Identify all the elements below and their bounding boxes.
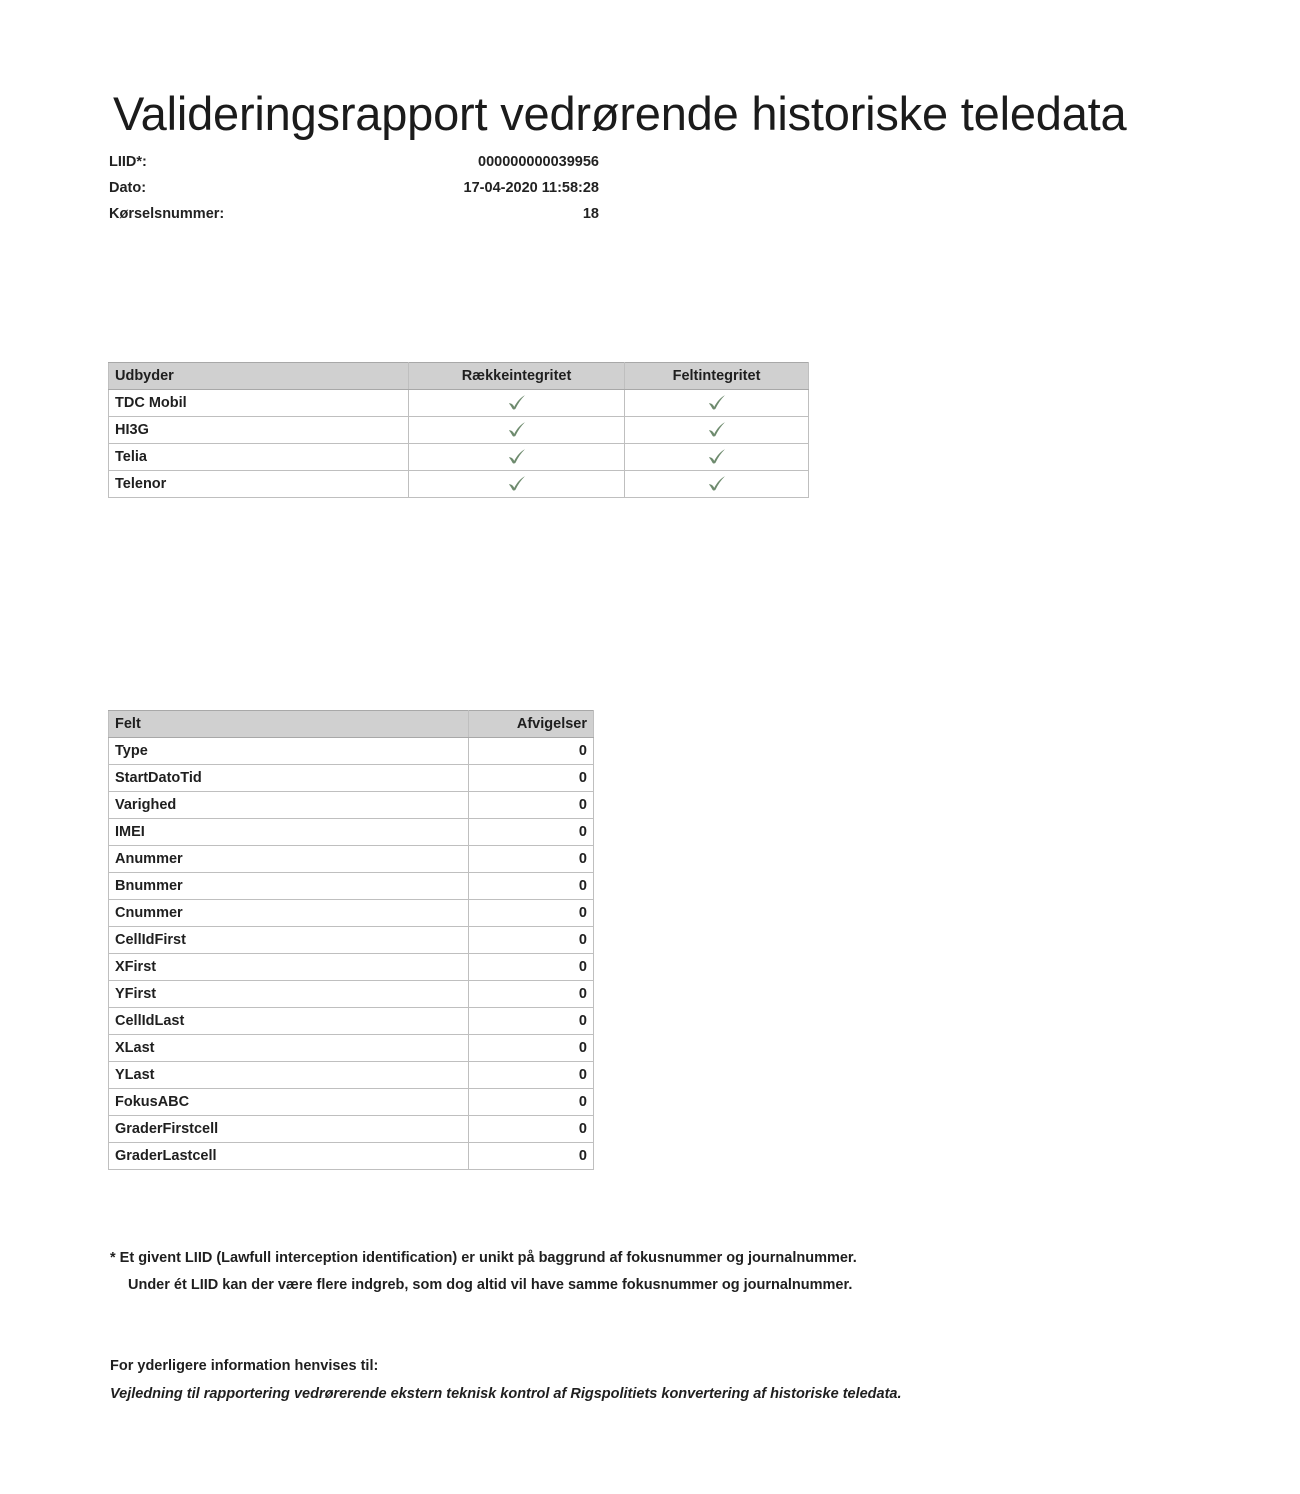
reference-block	[110, 1352, 1160, 1408]
row-integrity-cell	[409, 471, 625, 498]
field-name-cell: Type	[109, 738, 469, 765]
provider-name-cell: Telia	[109, 444, 409, 471]
row-integrity-cell	[409, 417, 625, 444]
metadata-value-koerselsnummer: 18	[582, 206, 599, 222]
table-row	[109, 927, 594, 954]
deviations-count-cell: 0	[469, 1089, 594, 1116]
check-mark-icon	[506, 446, 528, 468]
providers-table-body	[109, 390, 809, 498]
table-row	[109, 873, 594, 900]
table-row	[109, 390, 809, 417]
field-integrity-cell	[625, 471, 809, 498]
check-mark-icon	[706, 473, 728, 495]
provider-name-cell: TDC Mobil	[109, 390, 409, 417]
deviations-count-cell: 0	[469, 738, 594, 765]
table-row	[109, 954, 594, 981]
field-name-cell: FokusABC	[109, 1089, 469, 1116]
column-header-feltintegritet: Feltintegritet	[625, 363, 809, 390]
field-name-cell: Varighed	[109, 792, 469, 819]
field-name-cell: XLast	[109, 1035, 469, 1062]
providers-table-header-row	[109, 363, 809, 390]
column-header-udbyder: Udbyder	[109, 363, 409, 390]
table-row	[109, 765, 594, 792]
metadata-label-koerselsnummer: Kørselsnummer:	[109, 206, 225, 222]
row-integrity-cell	[409, 444, 625, 471]
column-header-felt: Felt	[109, 711, 469, 738]
table-row	[109, 444, 809, 471]
table-row	[109, 819, 594, 846]
table-row	[109, 417, 809, 444]
fields-table	[108, 710, 594, 1170]
check-mark-icon	[506, 473, 528, 495]
table-row	[109, 1143, 594, 1170]
reference-document-title: Vejledning til rapportering vedrørerende ekstern teknisk kontrol af Rigspolitiets konvertering af historiske teledata.	[110, 1386, 902, 1402]
row-integrity-cell	[409, 390, 625, 417]
column-header-afvigelser: Afvigelser	[469, 711, 594, 738]
deviations-count-cell: 0	[469, 792, 594, 819]
page-title: Valideringsrapport vedrørende historiske teledata	[113, 87, 1127, 141]
check-mark-icon	[706, 419, 728, 441]
report-metadata	[109, 149, 599, 227]
provider-name-cell: HI3G	[109, 417, 409, 444]
metadata-row-liid	[109, 149, 599, 175]
table-row	[109, 1116, 594, 1143]
check-mark-icon	[706, 446, 728, 468]
table-row	[109, 1008, 594, 1035]
footnote-line-1: * Et givent LIID (Lawfull interception identification) er unikt på baggrund af fokusnummer og journalnummer.	[110, 1250, 857, 1266]
field-name-cell: IMEI	[109, 819, 469, 846]
metadata-value-dato: 17-04-2020 11:58:28	[463, 180, 599, 196]
table-row	[109, 738, 594, 765]
metadata-label-liid: LIID*:	[109, 154, 147, 170]
field-name-cell: XFirst	[109, 954, 469, 981]
deviations-count-cell: 0	[469, 1116, 594, 1143]
field-name-cell: CellIdFirst	[109, 927, 469, 954]
table-row	[109, 471, 809, 498]
provider-name-cell: Telenor	[109, 471, 409, 498]
table-row	[109, 846, 594, 873]
check-mark-icon	[506, 392, 528, 414]
deviations-count-cell: 0	[469, 1062, 594, 1089]
table-row	[109, 1035, 594, 1062]
check-mark-icon	[506, 419, 528, 441]
table-row	[109, 900, 594, 927]
field-name-cell: YFirst	[109, 981, 469, 1008]
footnote	[110, 1245, 1110, 1299]
deviations-count-cell: 0	[469, 765, 594, 792]
field-name-cell: GraderLastcell	[109, 1143, 469, 1170]
fields-table-body	[109, 738, 594, 1170]
check-mark-icon	[706, 392, 728, 414]
deviations-count-cell: 0	[469, 1008, 594, 1035]
footnote-line-2: Under ét LIID kan der være flere indgreb, som dog altid vil have samme fokusnummer og journalnummer.	[128, 1277, 853, 1293]
field-name-cell: YLast	[109, 1062, 469, 1089]
reference-intro: For yderligere information henvises til:	[110, 1358, 379, 1374]
field-integrity-cell	[625, 390, 809, 417]
field-name-cell: StartDatoTid	[109, 765, 469, 792]
table-row	[109, 981, 594, 1008]
metadata-row-dato	[109, 175, 599, 201]
field-name-cell: Cnummer	[109, 900, 469, 927]
field-integrity-cell	[625, 417, 809, 444]
fields-table-header-row	[109, 711, 594, 738]
deviations-count-cell: 0	[469, 846, 594, 873]
column-header-raekkeintegritet: Rækkeintegritet	[409, 363, 625, 390]
field-name-cell: CellIdLast	[109, 1008, 469, 1035]
metadata-value-liid: 000000000039956	[478, 154, 599, 170]
field-integrity-cell	[625, 444, 809, 471]
deviations-count-cell: 0	[469, 981, 594, 1008]
field-name-cell: Anummer	[109, 846, 469, 873]
providers-table	[108, 362, 809, 498]
deviations-count-cell: 0	[469, 1035, 594, 1062]
deviations-count-cell: 0	[469, 1143, 594, 1170]
field-name-cell: GraderFirstcell	[109, 1116, 469, 1143]
deviations-count-cell: 0	[469, 900, 594, 927]
deviations-count-cell: 0	[469, 819, 594, 846]
deviations-count-cell: 0	[469, 873, 594, 900]
metadata-row-koerselsnummer	[109, 201, 599, 227]
field-name-cell: Bnummer	[109, 873, 469, 900]
table-row	[109, 792, 594, 819]
deviations-count-cell: 0	[469, 954, 594, 981]
deviations-count-cell: 0	[469, 927, 594, 954]
table-row	[109, 1062, 594, 1089]
metadata-label-dato: Dato:	[109, 180, 147, 196]
table-row	[109, 1089, 594, 1116]
